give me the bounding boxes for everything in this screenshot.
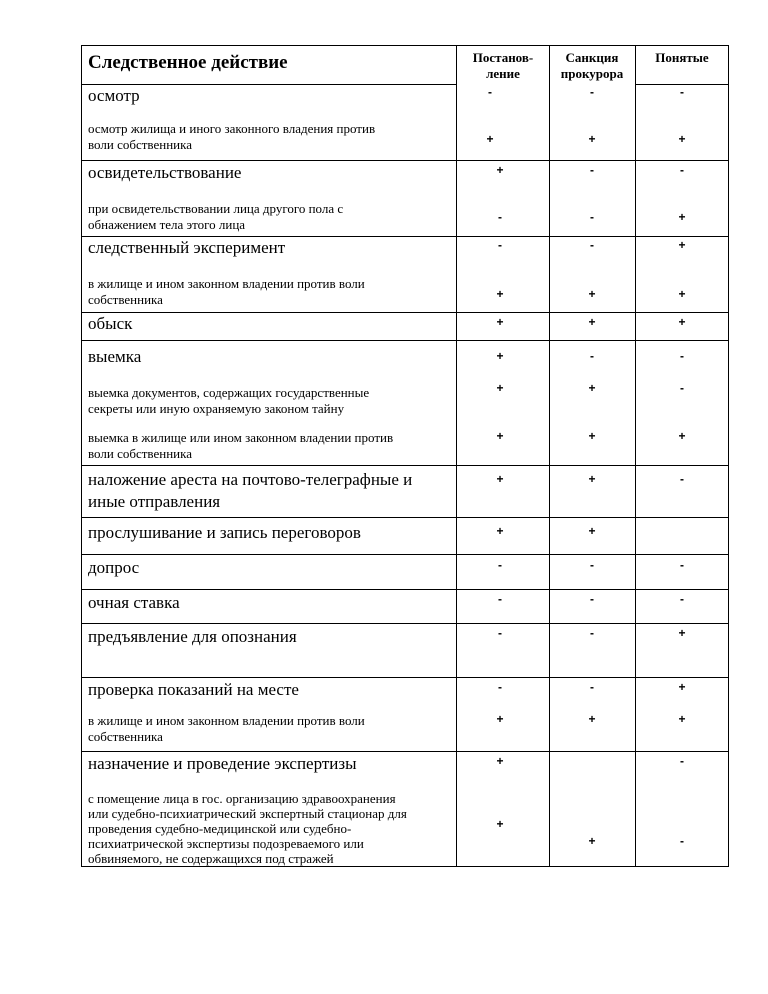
table-row bbox=[88, 680, 686, 744]
mark-decree: + bbox=[496, 287, 504, 301]
row-action: назначение и проведение экспертизы bbox=[88, 754, 357, 773]
table-row bbox=[88, 347, 686, 461]
table-row bbox=[88, 85, 686, 152]
header-decree-line2: ление bbox=[486, 66, 520, 81]
mark-sanction: - bbox=[590, 210, 594, 224]
mark-witnesses: - bbox=[680, 163, 684, 177]
mark-sanction: - bbox=[590, 85, 594, 99]
row-subcase-line: при освидетельствовании лица другого пола с bbox=[88, 201, 344, 216]
row-subcase-line: обвиняемого, не содержащихся под стражей bbox=[88, 851, 334, 866]
table-row bbox=[88, 314, 686, 333]
mark-sanction: + bbox=[588, 712, 596, 726]
mark-witnesses: + bbox=[678, 712, 686, 726]
table-row bbox=[88, 754, 684, 866]
mark-witnesses: + bbox=[678, 238, 686, 252]
mark-witnesses: + bbox=[678, 210, 686, 224]
row-subcase-line: осмотр жилища и иного законного владения против bbox=[88, 121, 376, 136]
mark-decree: + bbox=[496, 349, 504, 363]
mark-witnesses: - bbox=[680, 754, 684, 768]
mark-decree: + bbox=[496, 381, 504, 395]
row-subcase-line: секреты или иную охраняемую законом тайну bbox=[88, 401, 345, 416]
mark-decree: + bbox=[496, 429, 504, 443]
mark-witnesses: + bbox=[678, 626, 686, 640]
table-row bbox=[88, 163, 686, 232]
mark-witnesses: + bbox=[678, 315, 686, 329]
mark-sanction: + bbox=[588, 315, 596, 329]
mark-decree: - bbox=[498, 210, 502, 224]
row-action: прослушивание и запись переговоров bbox=[88, 523, 361, 542]
row-subcase-line: воли собственника bbox=[88, 446, 192, 461]
mark-witnesses: - bbox=[680, 592, 684, 606]
mark-witnesses: + bbox=[678, 132, 686, 146]
mark-witnesses: - bbox=[680, 381, 684, 395]
mark-witnesses: - bbox=[680, 558, 684, 572]
mark-decree: - bbox=[498, 238, 502, 252]
mark-witnesses: + bbox=[678, 287, 686, 301]
mark-decree: - bbox=[498, 592, 502, 606]
header-sanction-line2: прокурора bbox=[560, 66, 624, 81]
row-subcase-line: проведения судебно-медицинской или судебно- bbox=[88, 821, 352, 836]
row-action: следственный эксперимент bbox=[88, 238, 286, 257]
header-action: Следственное действие bbox=[88, 52, 288, 73]
table-row bbox=[88, 238, 686, 307]
row-subcase-line: в жилище и ином законном владении против воли bbox=[88, 713, 365, 728]
mark-sanction: + bbox=[588, 287, 596, 301]
row-action: осмотр bbox=[88, 86, 140, 105]
table-row bbox=[88, 558, 684, 577]
mark-witnesses: - bbox=[680, 349, 684, 363]
row-subcase-line: собственника bbox=[88, 292, 163, 307]
mark-witnesses: - bbox=[680, 85, 684, 99]
mark-witnesses: + bbox=[678, 680, 686, 694]
mark-sanction: + bbox=[588, 472, 596, 486]
header-decree-line1: Постанов- bbox=[472, 50, 534, 65]
mark-witnesses: - bbox=[680, 834, 684, 848]
mark-sanction: - bbox=[590, 349, 594, 363]
row-action: обыск bbox=[88, 314, 133, 333]
row-action: проверка показаний на месте bbox=[88, 680, 299, 699]
row-subcase-line: обнажением тела этого лица bbox=[88, 217, 246, 232]
mark-sanction: - bbox=[590, 238, 594, 252]
mark-decree: + bbox=[496, 754, 504, 768]
table-row bbox=[88, 592, 684, 612]
mark-sanction: - bbox=[590, 558, 594, 572]
mark-decree: - bbox=[498, 558, 502, 572]
mark-sanction: - bbox=[590, 163, 594, 177]
row-action: иные отправления bbox=[88, 492, 221, 511]
row-action: предъявление для опознания bbox=[88, 627, 297, 646]
row-action: наложение ареста на почтово-телеграфные и bbox=[88, 470, 413, 489]
mark-decree: - bbox=[498, 680, 502, 694]
row-subcase-line: воли собственника bbox=[88, 137, 192, 152]
mark-decree: - bbox=[498, 626, 502, 640]
header-sanction-line1: Санкция bbox=[565, 50, 619, 65]
row-subcase-line: психиатрической экспертизы подозреваемого или bbox=[88, 836, 364, 851]
table-header bbox=[88, 50, 709, 81]
mark-decree: + bbox=[486, 132, 494, 146]
mark-decree: + bbox=[496, 163, 504, 177]
mark-witnesses: + bbox=[678, 429, 686, 443]
row-action: освидетельствование bbox=[88, 163, 242, 182]
row-subcase-line: в жилище и ином законном владении против воли bbox=[88, 276, 365, 291]
mark-sanction: + bbox=[588, 524, 596, 538]
mark-sanction: - bbox=[590, 592, 594, 606]
table-row bbox=[88, 523, 596, 542]
row-subcase-line: с помещение лица в гос. организацию здравоохранения bbox=[88, 791, 396, 806]
mark-decree: + bbox=[496, 524, 504, 538]
row-subcase-line: выемка в жилище или ином законном владении против bbox=[88, 430, 394, 445]
row-subcase-line: или судебно-психиатрический экспертный стационар для bbox=[88, 806, 407, 821]
table-row bbox=[88, 470, 684, 511]
row-subcase-line: выемка документов, содержащих государственные bbox=[88, 385, 370, 400]
row-subcase-line: собственника bbox=[88, 729, 163, 744]
mark-sanction: - bbox=[590, 680, 594, 694]
mark-sanction: + bbox=[588, 834, 596, 848]
mark-sanction: + bbox=[588, 132, 596, 146]
row-action: выемка bbox=[88, 347, 142, 366]
mark-decree: + bbox=[496, 472, 504, 486]
mark-decree: - bbox=[488, 85, 492, 99]
mark-sanction: + bbox=[588, 381, 596, 395]
header-witnesses: Понятые bbox=[655, 50, 709, 65]
mark-witnesses: - bbox=[680, 472, 684, 486]
mark-decree: + bbox=[496, 315, 504, 329]
mark-decree: + bbox=[496, 712, 504, 726]
row-action: очная ставка bbox=[88, 593, 180, 612]
row-action: допрос bbox=[88, 558, 140, 577]
mark-sanction: - bbox=[590, 626, 594, 640]
mark-decree: + bbox=[496, 817, 504, 831]
mark-sanction: + bbox=[588, 429, 596, 443]
table-row bbox=[88, 626, 686, 646]
